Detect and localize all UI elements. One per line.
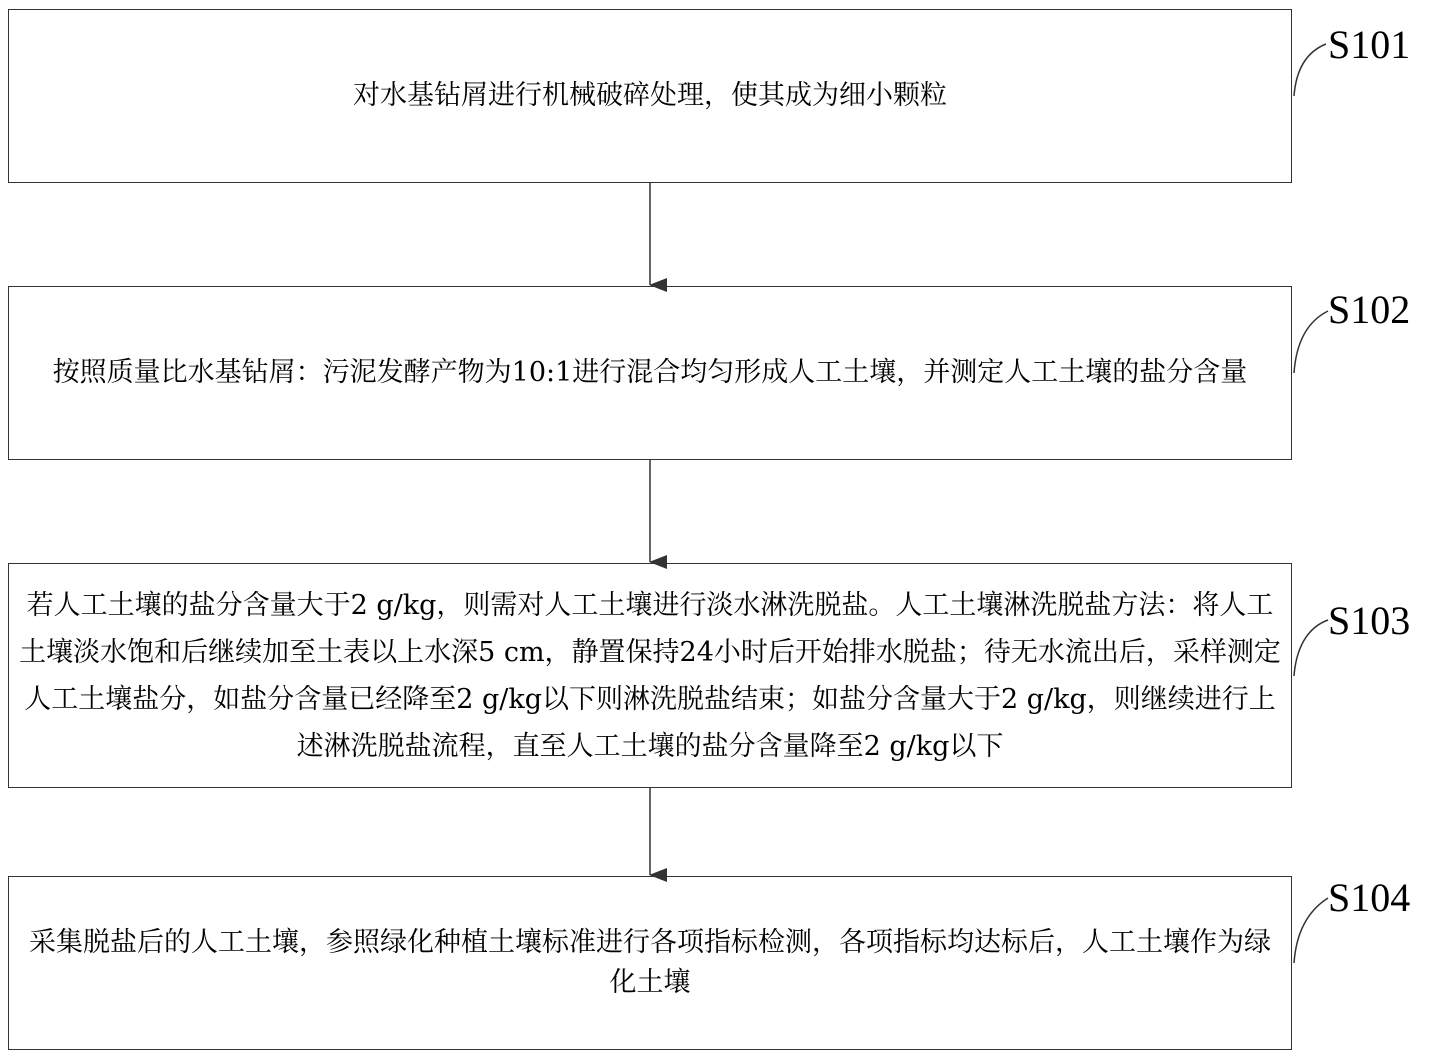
step-label-s103: S103 [1328, 598, 1411, 643]
step-label-s104: S104 [1328, 875, 1411, 920]
step-text-s102: 按照质量比水基钻屑：污泥发酵产物为10:1进行混合均匀形成人工土壤，并测定人工土壤的盐分含量 [52, 356, 1248, 388]
step-text-s101: 对水基钻屑进行机械破碎处理，使其成为细小颗粒 [353, 79, 947, 111]
step-text-s103: 若人工土壤的盐分含量大于2 g/kg，则需对人工土壤进行淡水淋洗脱盐。人工土壤淋洗脱盐方法：将人工土壤淡水饱和后继续加至土表以上水深5 cm，静置保持24小时后开始排水脱盐；待无水流出后，采样测定人工土壤盐分，如盐分含量已经降至2 g/kg以下则淋洗脱盐结束；如盐分含量大于2 g/kg，则继续进行上述淋洗脱盐流程，直至人工土壤的盐分含量降至2 g/kg以下 [19, 589, 1281, 762]
leader-s101 [1294, 44, 1326, 96]
step-text-s104: 采集脱盐后的人工土壤，参照绿化种植土壤标准进行各项指标检测，各项指标均达标后，人工土壤作为绿化土壤 [29, 926, 1271, 998]
leader-s104 [1294, 898, 1328, 963]
step-label-s102: S102 [1328, 287, 1411, 332]
leader-s102 [1294, 311, 1328, 373]
leader-s103 [1294, 620, 1328, 676]
step-label-s101: S101 [1328, 22, 1411, 67]
